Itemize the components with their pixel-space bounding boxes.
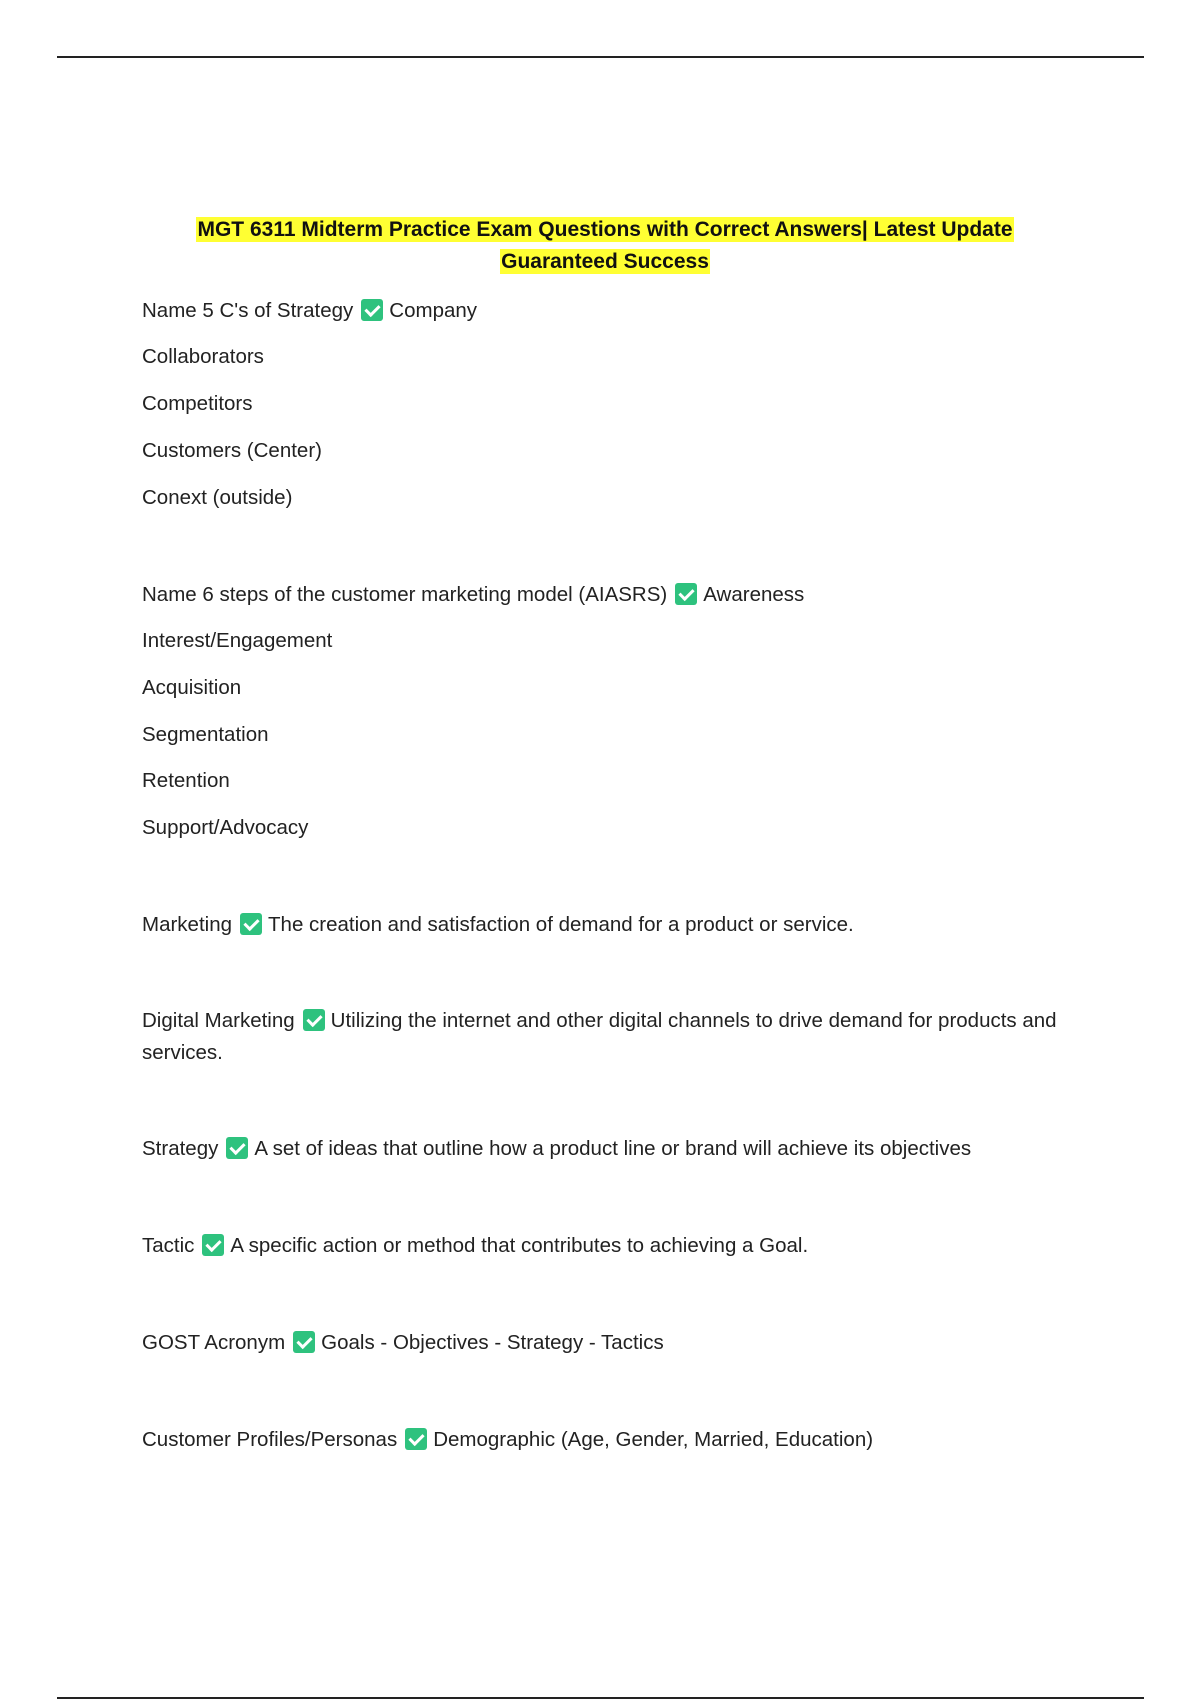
qa-answer: The creation and satisfaction of demand for a product or service. bbox=[268, 913, 854, 936]
qa-answer: A specific action or method that contributes to achieving a Goal. bbox=[230, 1234, 809, 1257]
qa-answer: Goals - Objectives - Strategy - Tactics bbox=[321, 1331, 664, 1354]
qa-term: Digital Marketing bbox=[142, 1009, 295, 1032]
qa-item-aiasrs bbox=[142, 582, 804, 608]
qa-answer-line: Retention bbox=[142, 769, 230, 792]
qa-answer: Company bbox=[389, 299, 478, 322]
check-mark-icon bbox=[293, 1331, 315, 1353]
check-mark-icon bbox=[240, 913, 262, 935]
qa-item-customer-profiles bbox=[142, 1427, 873, 1453]
check-mark-icon bbox=[226, 1137, 248, 1159]
qa-answer-line: Customers (Center) bbox=[142, 439, 322, 462]
qa-term: Name 5 C's of Strategy bbox=[142, 299, 354, 322]
qa-answer-line: Conext (outside) bbox=[142, 486, 293, 509]
qa-term: Marketing bbox=[142, 913, 233, 936]
title-line-2: Guaranteed Success bbox=[501, 250, 709, 273]
check-mark-icon bbox=[361, 299, 383, 321]
qa-term: Name 6 steps of the customer marketing model (AIASRS) bbox=[142, 583, 668, 606]
qa-term: GOST Acronym bbox=[142, 1331, 286, 1354]
qa-answer: Awareness bbox=[703, 583, 805, 606]
check-mark-icon bbox=[405, 1428, 427, 1450]
check-mark-icon bbox=[675, 583, 697, 605]
qa-term: Tactic bbox=[142, 1234, 195, 1257]
document-title bbox=[180, 214, 1030, 278]
qa-item-digital-marketing bbox=[142, 1005, 1072, 1069]
header-rule bbox=[57, 56, 1144, 58]
qa-answer-line: Collaborators bbox=[142, 345, 264, 368]
footer-rule bbox=[57, 1697, 1144, 1699]
qa-item-strategy bbox=[142, 1136, 971, 1162]
qa-term: Customer Profiles/Personas bbox=[142, 1428, 398, 1451]
qa-item-gost bbox=[142, 1330, 664, 1356]
qa-term: Strategy bbox=[142, 1137, 219, 1160]
qa-item-five-cs bbox=[142, 298, 477, 324]
qa-answer-line: Competitors bbox=[142, 392, 253, 415]
qa-answer: Demographic (Age, Gender, Married, Education) bbox=[433, 1428, 874, 1451]
check-mark-icon bbox=[303, 1009, 325, 1031]
qa-answer: A set of ideas that outline how a product line or brand will achieve its objectives bbox=[254, 1137, 972, 1160]
qa-answer-line: Interest/Engagement bbox=[142, 629, 333, 652]
qa-answer: Utilizing the internet and other digital channels to drive demand for products and services. bbox=[142, 1009, 1057, 1064]
qa-answer-line: Acquisition bbox=[142, 676, 242, 699]
title-line-1: MGT 6311 Midterm Practice Exam Questions with Correct Answers| Latest Update bbox=[197, 218, 1013, 241]
check-mark-icon bbox=[202, 1234, 224, 1256]
qa-item-marketing bbox=[142, 912, 854, 938]
qa-answer-line: Segmentation bbox=[142, 723, 269, 746]
qa-item-tactic bbox=[142, 1233, 808, 1259]
qa-answer-line: Support/Advocacy bbox=[142, 816, 309, 839]
